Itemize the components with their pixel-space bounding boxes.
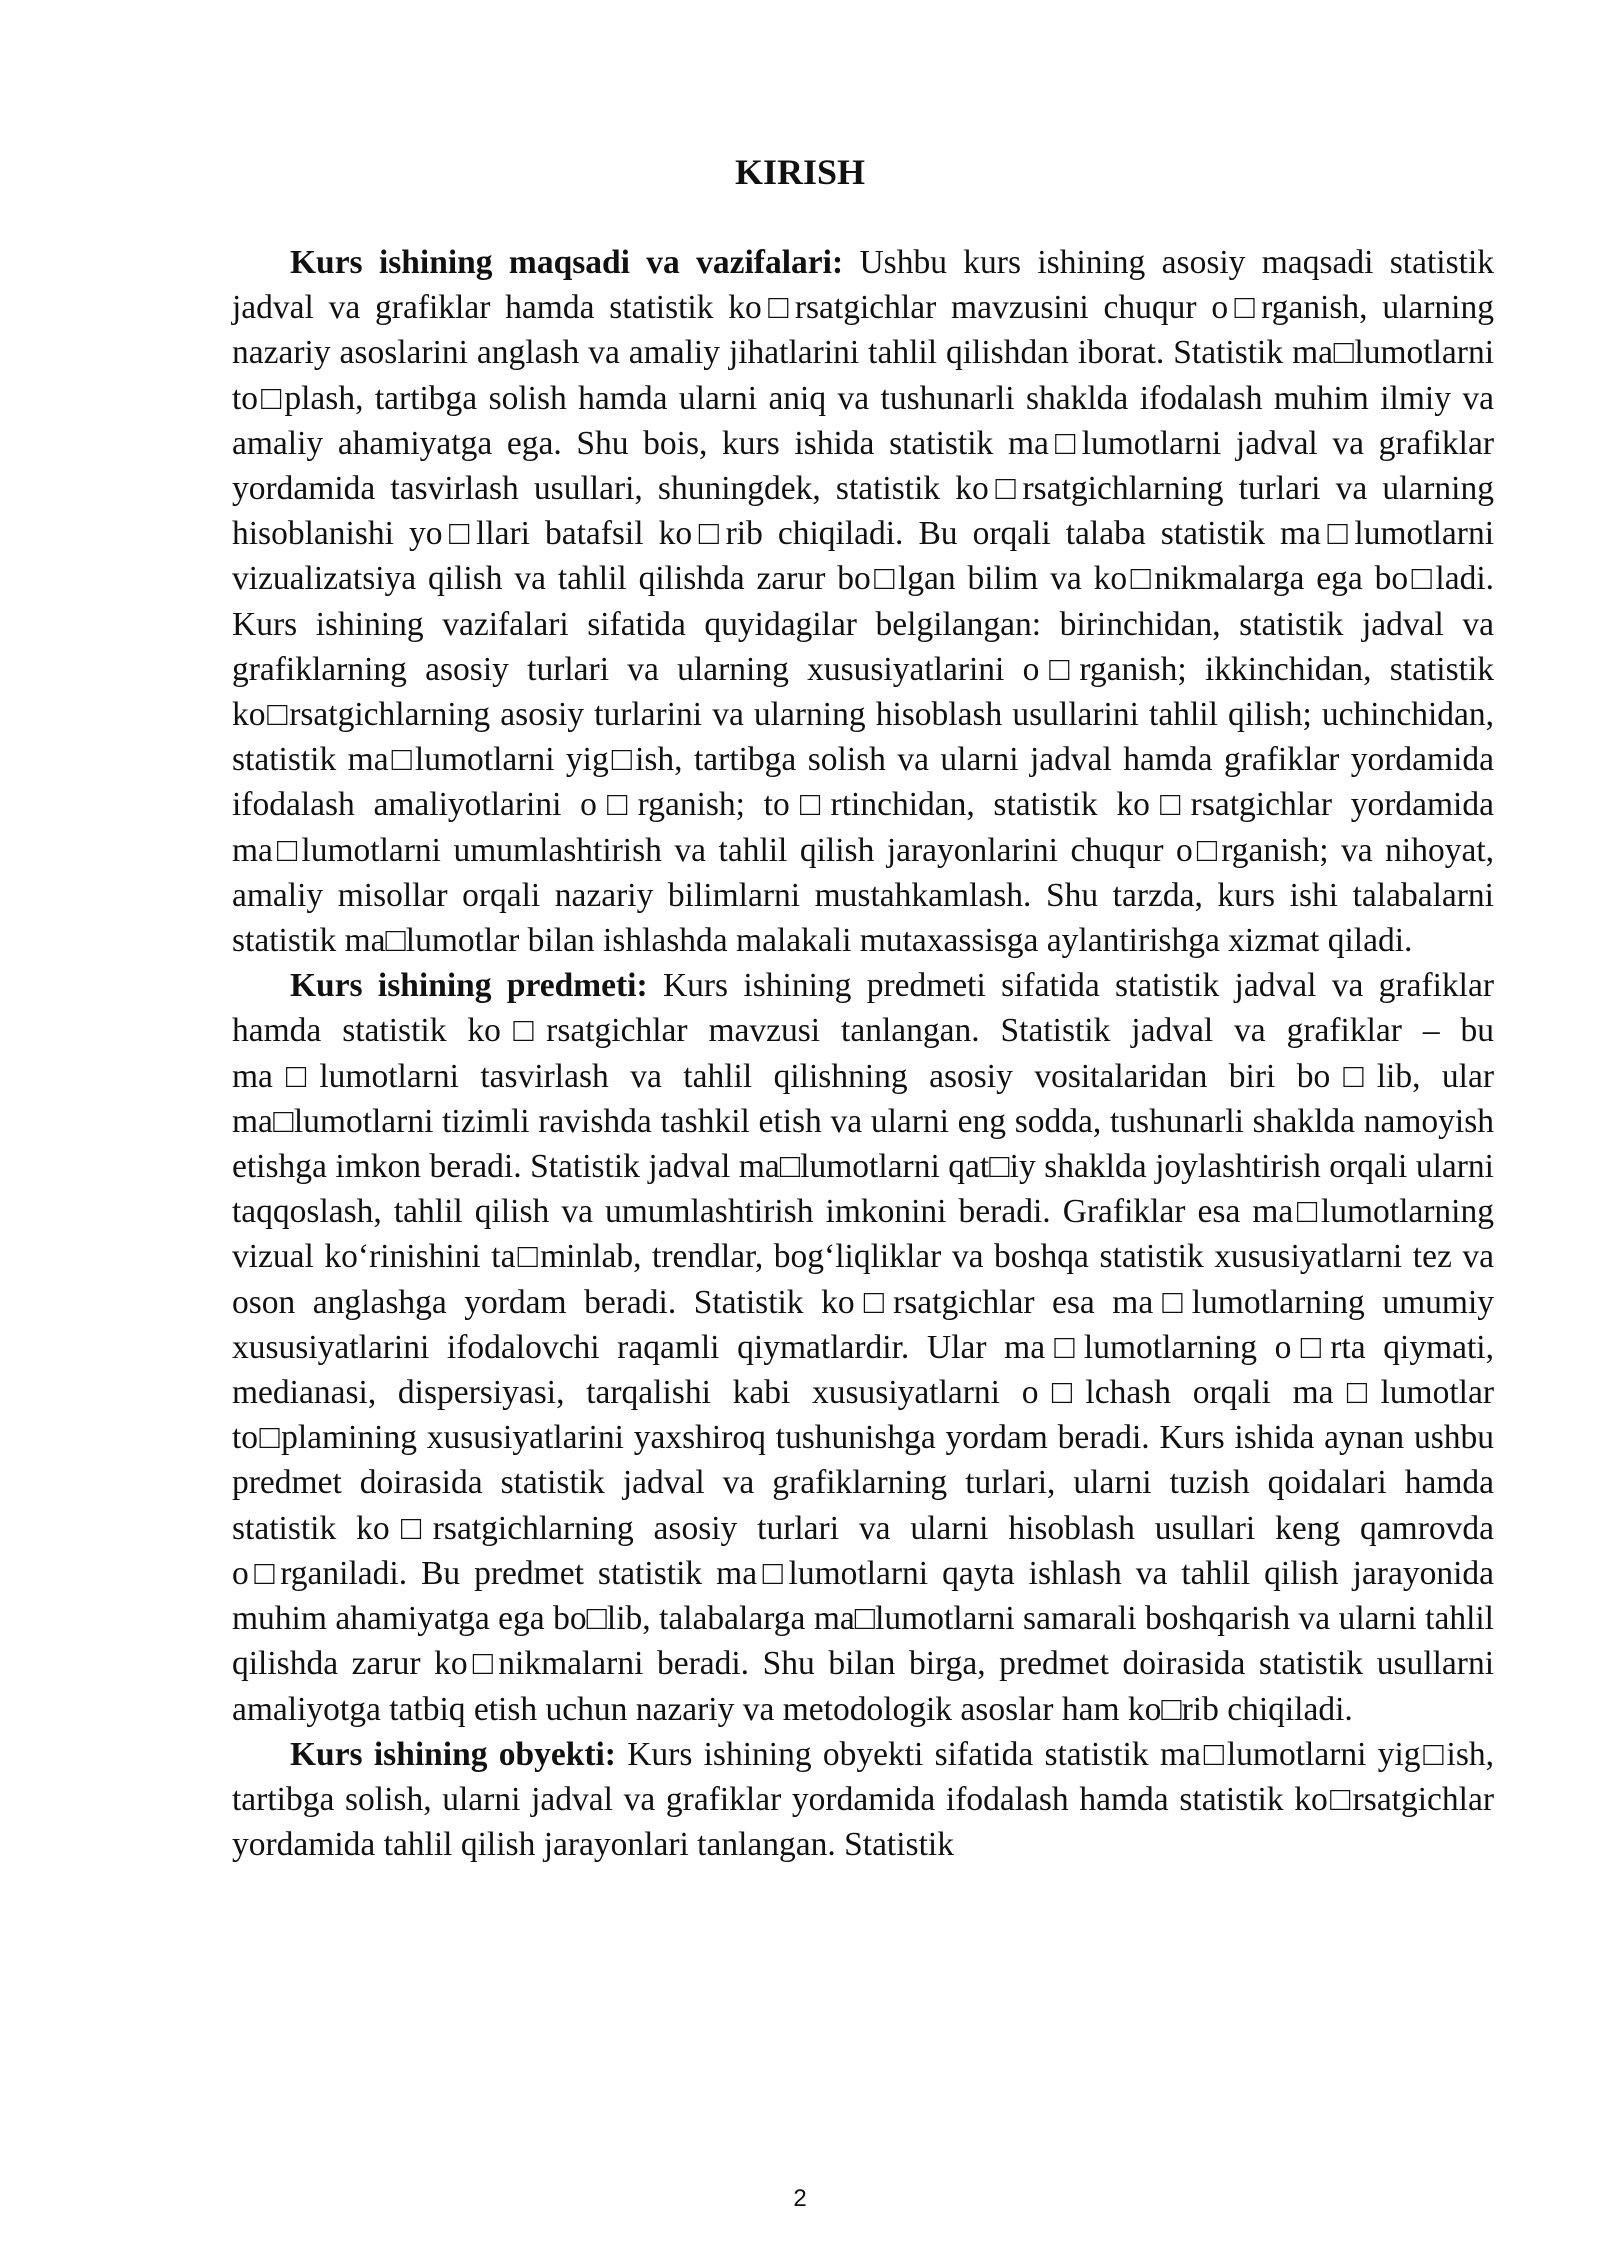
paragraph-subject-text: Kurs ishining predmeti sifatida statistik jadval va grafiklar hamda statistik ko□rsatgichlar mavzusi tanlangan. Statistik jadval va grafiklar – bu ma□lumotlarni tasvirlash va tahlil qilishning asosiy vositalaridan biri bo□lib, ular ma□lumotlarni tizimli ravishda tashkil etish va ularni eng sodda, tushunarli shaklda namoyish etishga imkon beradi. Statistik jadval ma□lumotlarni qat□iy shaklda joylashtirish orqali ularni taqqoslash, tahlil qilish va umumlashtirish imkonini beradi. Grafiklar esa ma□lumotlarning vizual ko‘rinishini ta□minlab, trendlar, bog‘liqliklar va boshqa statistik xususiyatlarni tez va oson anglashga yordam beradi. Statistik ko□rsatgichlar esa ma□lumotlarning umumiy xususiyatlarini ifodalovchi raqamli qiymatlardir. Ular ma□lumotlarning o□rta qiymati, medianasi, dispersiyasi, tarqalishi kabi xususiyatlarni o□lchash orqali ma□lumotlar to□plamining xususiyatlarini yaxshiroq tushunishga yordam beradi. Kurs ishida aynan ushbu predmet doirasida statistik jadval va grafiklarning turlari, ularni tuzish qoidalari hamda statistik ko□rsatgichlarning asosiy turlari va ularni hisoblash usullari keng qamrovda o□rganiladi. Bu predmet statistik ma□lumotlarni qayta ishlash va tahlil qilish jarayonida muhim ahamiyatga ega bo□lib, talabalarga ma□lumotlarni samarali boshqarish va ularni tahlil qilishda zarur ko□nikmalarni beradi. Shu bilan birga, predmet doirasida statistik usullarni amaliyotga tatbiq etish uchun nazariy va metodologik asoslar ham ko□rib chiqiladi. bbox=[232, 967, 1494, 1728]
body-text bbox=[232, 240, 1494, 1867]
paragraph-goals bbox=[232, 240, 1494, 963]
paragraph-object-heading: Kurs ishining obyekti: bbox=[290, 1735, 616, 1773]
paragraph-object-text: Kurs ishining obyekti sifatida statistik ma□lumotlarni yig□ish, tartibga solish, ularni jadval va grafiklar yordamida ifodalash hamda statistik ko□rsatgichlar yordamida tahlil qilish jarayonlari tanlangan. Statistik bbox=[232, 1735, 1494, 1864]
paragraph-subject-heading: Kurs ishining predmeti: bbox=[290, 967, 648, 1005]
page-number: 2 bbox=[793, 2185, 807, 2212]
paragraph-goals-heading: Kurs ishining maqsadi va vazifalari: bbox=[290, 244, 844, 281]
paragraph-subject bbox=[232, 963, 1494, 1731]
paragraph-goals-text: Ushbu kurs ishining asosiy maqsadi statistik jadval va grafiklar hamda statistik ko□rsatgichlar mavzusini chuqur o□rganish, ularning nazariy asoslarini anglash va amaliy jihatlarini tahlil qilishdan iborat. Statistik ma□lumotlarni to□plash, tartibga solish hamda ularni aniq va tushunarli shaklda ifodalash muhim ilmiy va amaliy ahamiyatga ega. Shu bois, kurs ishida statistik ma□lumotlarni jadval va grafiklar yordamida tasvirlash usullari, shuningdek, statistik ko□rsatgichlarning turlari va ularning hisoblanishi yo□llari batafsil ko□rib chiqiladi. Bu orqali talaba statistik ma□lumotlarni vizualizatsiya qilish va tahlil qilishda zarur bo□lgan bilim va ko□nikmalarga ega bo□ladi. Kurs ishining vazifalari sifatida quyidagilar belgilangan: birinchidan, statistik jadval va grafiklarning asosiy turlari va ularning xususiyatlarini o□rganish; ikkinchidan, statistik ko□rsatgichlarning asosiy turlarini va ularning hisoblash usullarini tahlil qilish; uchinchidan, statistik ma□lumotlarni yig□ish, tartibga solish va ularni jadval hamda grafiklar yordamida ifodalash amaliyotlarini o□rganish; to□rtinchidan, statistik ko□rsatgichlar yordamida ma□lumotlarni umumlashtirish va tahlil qilish jarayonlarini chuqur o□rganish; va nihoyat, amaliy misollar orqali nazariy bilimlarni mustahkamlash. Shu tarzda, kurs ishi talabalarni statistik ma□lumotlar bilan ishlashda malakali mutaxassisga aylantirishga xizmat qiladi. bbox=[232, 244, 1494, 960]
page-title: KIRISH bbox=[734, 152, 866, 192]
paragraph-object bbox=[232, 1732, 1494, 1868]
